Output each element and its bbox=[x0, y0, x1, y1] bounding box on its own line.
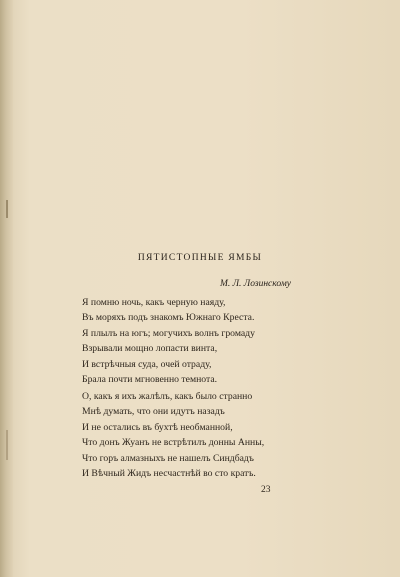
page-number: 23 bbox=[261, 485, 271, 495]
poem-line: Мнѣ думать, что они идутъ назадъ bbox=[82, 406, 225, 418]
poem-title: ПЯТИСТОПНЫЕ ЯМБЫ bbox=[137, 253, 263, 263]
stanza-1 bbox=[82, 295, 312, 387]
poem-line: И не остались въ бухтѣ необманной, bbox=[82, 421, 233, 433]
poem-line: Взрывали мощно лопасти винта, bbox=[82, 343, 218, 355]
poem-line: О, какъ я ихъ жалѣлъ, какъ было странно bbox=[82, 391, 253, 402]
binding-stitch bbox=[6, 430, 8, 460]
stanza-2 bbox=[82, 389, 312, 481]
poem-dedication: М. Л. Лозинскому bbox=[219, 279, 291, 289]
poem-line: Я плылъ на югъ; могучихъ волнъ громаду bbox=[82, 327, 255, 339]
poem-line: Брала почти мгновенно темнота. bbox=[82, 374, 218, 386]
binding-stitch bbox=[6, 200, 8, 218]
poem-line: Я помню ночь, какъ черную наяду, bbox=[82, 297, 226, 308]
poem-line: Въ моряхъ подъ знакомъ Южнаго Креста. bbox=[82, 312, 255, 324]
poem-line: Что донъ Жуанъ не встрѣтилъ донны Анны, bbox=[82, 437, 265, 449]
poem-line: И Вѣчный Жидъ несчастнѣй во сто кратъ. bbox=[82, 468, 256, 480]
poem-line: И встрѣчныя суда, очей отраду, bbox=[82, 358, 212, 370]
poem-line: Что горъ алмазныхъ не нашелъ Синдбадъ bbox=[82, 452, 254, 464]
binding-gutter bbox=[0, 0, 13, 577]
